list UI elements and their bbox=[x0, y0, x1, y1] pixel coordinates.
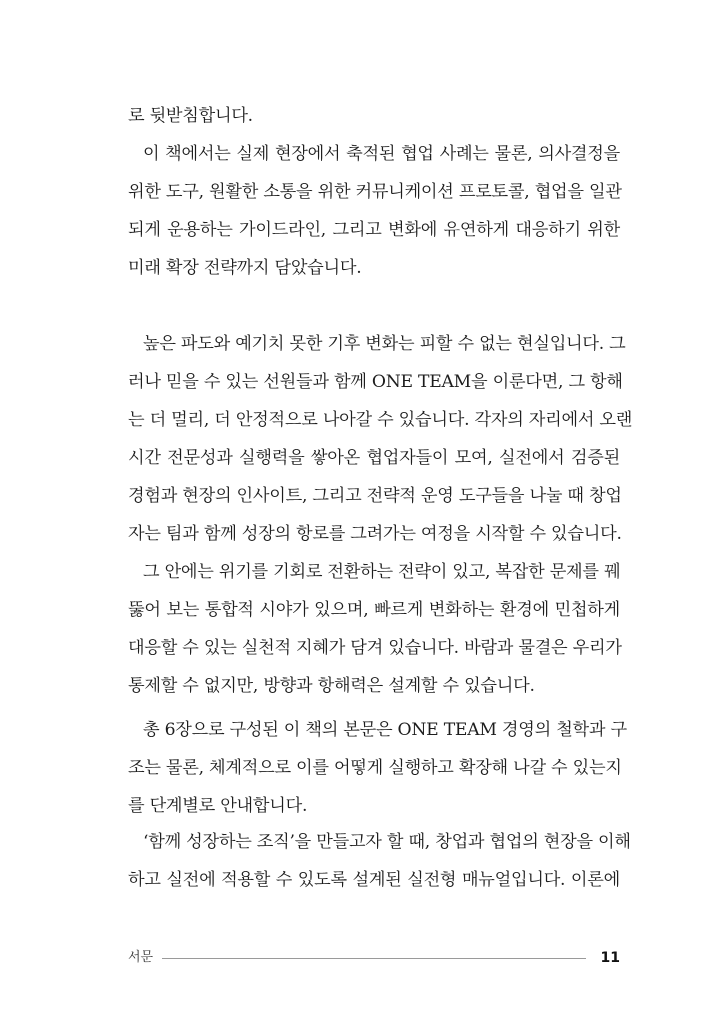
text-line: 이 책에서는 실제 현장에서 축적된 협업 사례는 물론, 의사결정을 bbox=[143, 144, 620, 164]
text-line: 러나 믿을 수 있는 선원들과 함께 ONE TEAM을 이룬다면, 그 항해 bbox=[128, 372, 623, 392]
text-line: 조는 물론, 체계적으로 이를 어떻게 실행하고 확장해 나갈 수 있는지 bbox=[128, 758, 622, 778]
text-line: 는 더 멀리, 더 안정적으로 나아갈 수 있습니다. 각자의 자리에서 오랜 bbox=[128, 410, 633, 430]
text-line: 시간 전문성과 실행력을 쌓아온 협업자들이 모여, 실전에서 검증된 bbox=[128, 448, 620, 468]
text-line: 되게 운용하는 가이드라인, 그리고 변화에 유연하게 대응하기 위한 bbox=[128, 220, 620, 240]
page-number: 11 bbox=[600, 950, 620, 966]
text-line: 위한 도구, 원활한 소통을 위한 커뮤니케이션 프로토콜, 협업을 일관 bbox=[128, 182, 622, 202]
text-line: 로 뒷받침합니다. bbox=[128, 106, 253, 126]
text-line: 하고 실전에 적용할 수 있도록 설계된 실전형 매뉴얼입니다. 이론에 bbox=[128, 870, 620, 890]
text-line: 총 6장으로 구성된 이 책의 본문은 ONE TEAM 경영의 철학과 구 bbox=[143, 720, 627, 740]
footer-rule bbox=[162, 958, 586, 959]
text-line: 를 단계별로 안내합니다. bbox=[128, 796, 308, 816]
text-line: 자는 팀과 함께 성장의 항로를 그려가는 여정을 시작할 수 있습니다. bbox=[128, 524, 622, 544]
text-line: 미래 확장 전략까지 담았습니다. bbox=[128, 258, 362, 278]
text-line: 그 안에는 위기를 기회로 전환하는 전략이 있고, 복잡한 문제를 꿰 bbox=[143, 562, 621, 582]
text-line: ‘함께 성장하는 조직’을 만들고자 할 때, 창업과 협업의 현장을 이해 bbox=[143, 832, 631, 852]
text-line: 뚫어 보는 통합적 시야가 있으며, 빠르게 변화하는 환경에 민첩하게 bbox=[128, 600, 620, 620]
page-footer bbox=[128, 948, 620, 968]
text-line: 대응할 수 있는 실천적 지혜가 담겨 있습니다. 바람과 물결은 우리가 bbox=[128, 638, 622, 658]
text-line: 높은 파도와 예기치 못한 기후 변화는 피할 수 없는 현실입니다. 그 bbox=[143, 334, 626, 354]
text-line: 경험과 현장의 인사이트, 그리고 전략적 운영 도구들을 나눌 때 창업 bbox=[128, 486, 622, 506]
running-footer-title: 서문 bbox=[128, 950, 154, 965]
text-line: 통제할 수 없지만, 방향과 항해력은 설계할 수 있습니다. bbox=[128, 676, 535, 696]
